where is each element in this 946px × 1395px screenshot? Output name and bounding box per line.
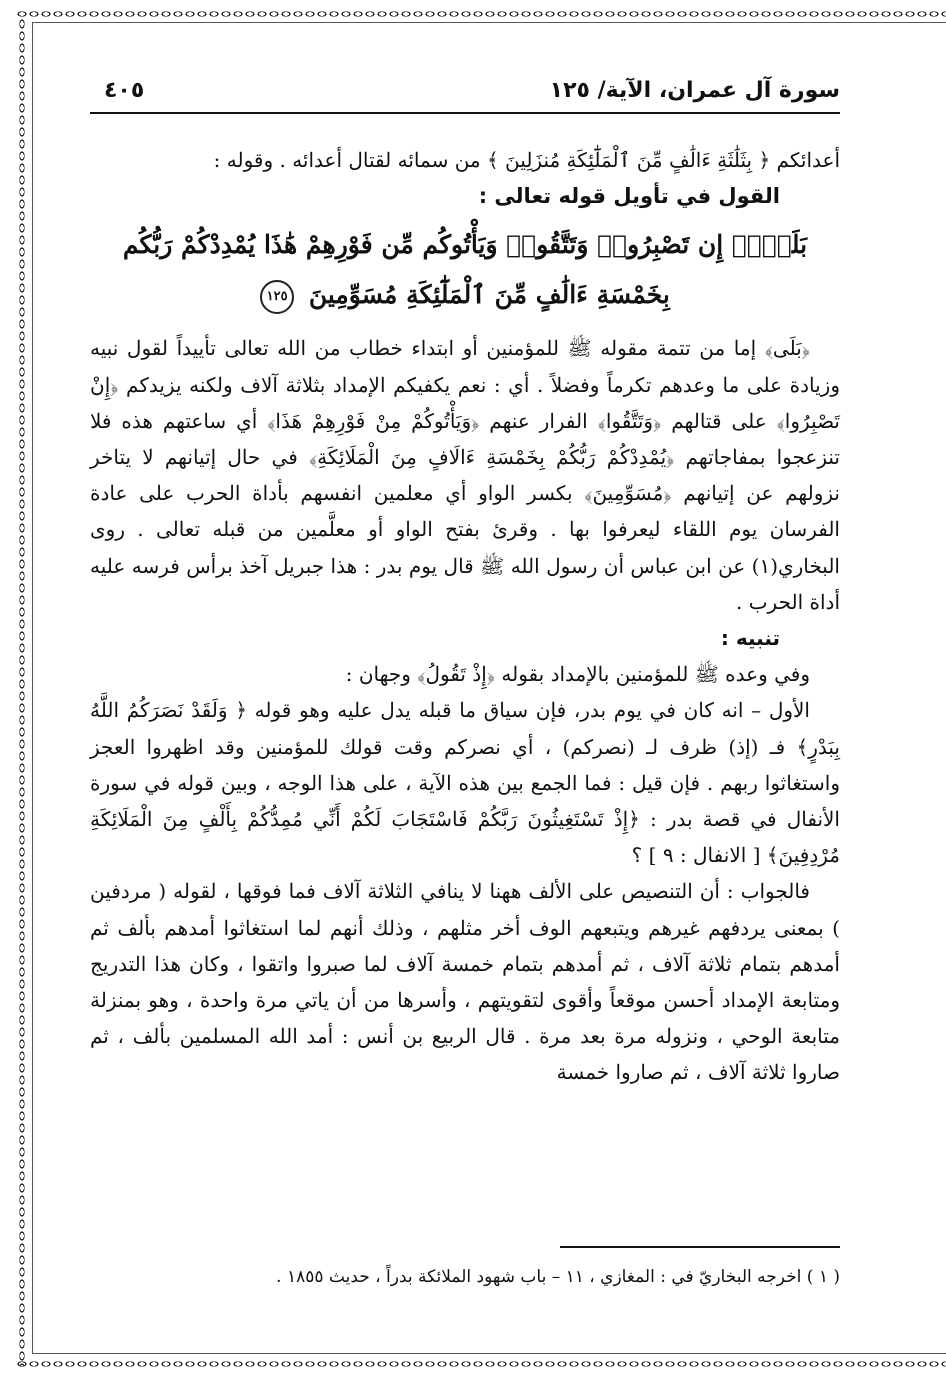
paragraph-2: ﴿بَلَى﴾ إما من تتمة مقوله ﷺ للمؤمنين أو ابتداء خطاب من الله تعالى تأييداً لقول نبيه وزيادة على ما وعدهم تكرماً وفضلاً . أي : نعم يكفيكم الإمداد بثلاثة آلاف ولكنه يزيدكم ﴿إِنْ تَصْبِرُوا﴾ على قتالهم ﴿وَتَتَّقُوا﴾ الفرار عنهم ﴿وَيَأْتُوكُمْ مِنْ فَوْرِهِمْ هَذَا﴾ أي ساعتهم هذه فلا تنزعجوا بمفاجاتهم ﴿يُمْدِدْكُمْ رَبُّكُمْ بِخَمْسَةِ ءَالَافٍ مِنَ الْمَلَائِكَةِ﴾ في حال إتيانهم لا يتاخر نزولهم عن إتيانهم ﴿مُسَوِّمِينَ﴾ بكسر الواو أي معلمين انفسهم بأداة الحرب على عادة الفرسان يوم اللقاء ليعرفوا بها . وقرئ بفتح الواو أو معلَّمين من قبله تعالى . روى البخاري(١) عن ابن عباس أن رسول الله ﷺ قال يوم بدر : هذا جبريل آخذ برأس فرسه عليه أداة الحرب . — [90, 336, 840, 614]
book-page — [90, 60, 840, 1310]
paragraph-3: وفي وعده ﷺ للمؤمنين بالإمداد بقوله ﴿إِذْ تَقُولُ﴾ وجهان : — [345, 662, 810, 687]
tanbih-heading: تنبيه : — [720, 626, 780, 651]
verse-text: بَلَىٰٓۚ إِن تَصْبِرُوا۟ وَتَتَّقُوا۟ وَيَأْتُوكُم مِّن فَوْرِهِمْ هَٰذَا يُمْدِدْكُمْ رَبُّكُم بِخَمْسَةِ ءَالَٰفٍ مِّنَ ٱلْمَلَٰٓئِكَةِ مُسَوِّمِينَ — [122, 230, 808, 310]
quran-verse — [90, 220, 840, 320]
footnote-rule — [560, 1246, 840, 1248]
header-title: سورة آل عمران، الآية/ ١٢٥ — [549, 78, 840, 103]
decorative-border-left — [14, 18, 30, 1366]
paragraph-5: فالجواب : أن التنصيص على الألف ههنا لا ينافي الثلاثة آلاف فما فوقها ، لقوله ( مردفين ) بمعنى يردفهم غيرهم ويتبعهم الوف أخر مثلهم ، وذلك أنهم لما استغاثوا أمدهم بألف ثم أمدهم بتمام ثلاثة آلاف ، ثم أمدهم بتمام خمسة آلاف لما صبروا واتقوا ، وكان هذا التدريج ومتابعة الإمداد أحسن موقعاً وأقوى لتقويتهم ، وأسرها من أن ياتي مرة واحدة ، وهو بمنزلة متابعة الوحي ، ونزوله مرة بعد مرة . قال الربيع بن أنس : أمد الله المسلمين بألف ، ثم صاروا ثلاثة آلاف ، ثم صاروا خمسة — [90, 879, 840, 1085]
paragraph-4: الأول – انه كان في يوم بدر، فإن سياق ما قبله يدل عليه وهو قوله ﴿ وَلَقَدْ نَصَرَكُمُ اللَّهُ بِبَدْرٍ﴾ فـ (إذ) ظرف لـ (نصركم) ، أي نصركم وقت قولك للمؤمنين وقد اظهروا العجز واستغاثوا ربهم . فإن قيل : فما الجمع بين هذه الآية ، على هذا الوجه ، وبين قوله في سورة الأنفال في قصة بدر : ﴿إِذْ تَسْتَغِيثُونَ رَبَّكُمْ فَاسْتَجَابَ لَكُمْ أَنِّي مُمِدُّكُمْ بِأَلْفٍ مِنَ الْمَلَائِكَةِ مُرْدِفِينَ﴾ [ الانفال : ٩ ] ؟ — [90, 698, 840, 868]
running-header — [90, 72, 840, 114]
main-text — [90, 142, 840, 1091]
paragraph-1: أعدائكم ﴿ بِثَلَٰثَةِ ءَالَٰفٍ مِّنَ ٱلْمَلَٰٓئِكَةِ مُنزَلِينَ ﴾ من سمائه لقتال أعدائه . وقوله : — [213, 148, 840, 172]
decorative-border-top — [16, 6, 946, 22]
section-heading: القول في تأويل قوله تعالى : — [478, 184, 780, 209]
verse-number-marker: ١٢٥ — [260, 280, 294, 314]
footnote: ( ١ ) اخرجه البخاريّ في : المغازي ، ١١ – باب شهود الملائكة بدراً ، حديث ١٨٥٥ . — [276, 1267, 840, 1287]
decorative-border-bottom — [16, 1356, 946, 1372]
page-number: ٤٠٥ — [104, 78, 145, 103]
